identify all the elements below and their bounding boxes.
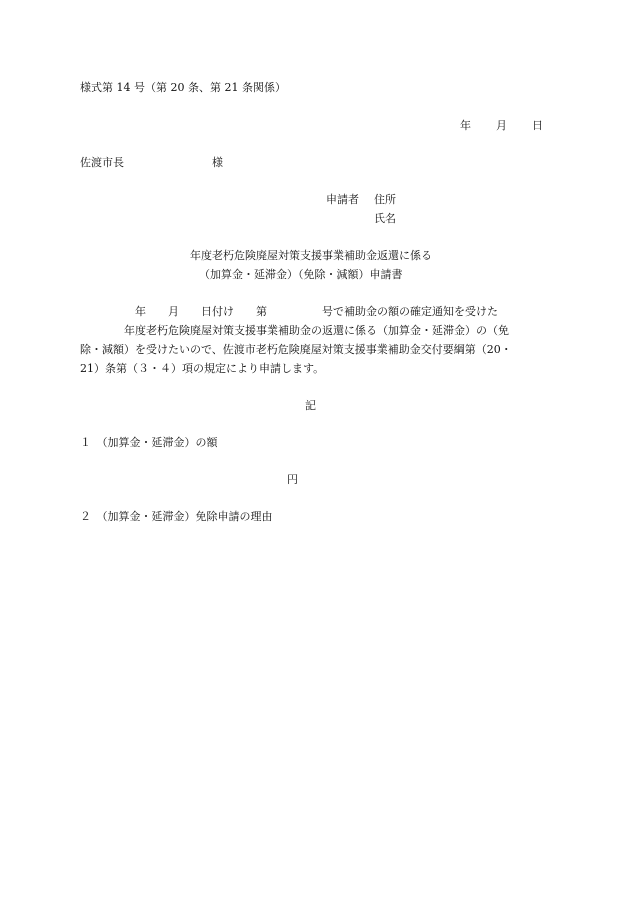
title-line-1: 年度老朽危険廃屋対策支援事業補助金返還に係る — [190, 249, 432, 262]
body-line-2: 年度老朽危険廃屋対策支援事業補助金の返還に係る（加算金・延滞金）の（免 — [80, 324, 509, 337]
form-number: 様式第 14 号（第 20 条、第 21 条関係） — [80, 81, 286, 94]
body-line-3: 除・減額）を受けたいので、佐渡市老朽危険廃屋対策支援事業補助金交付要綱第（20・ — [80, 343, 512, 356]
addressee: 佐渡市長 様 — [80, 156, 223, 169]
item-1-label: １ （加算金・延滞金）の額 — [80, 436, 218, 449]
yen-unit: 円 — [287, 473, 298, 486]
address-label: 住所 — [374, 193, 396, 206]
applicant-label: 申請者 — [326, 193, 359, 206]
ki-heading: 記 — [305, 399, 316, 412]
body-line-4: 21）条第（３・４）項の規定により申請します。 — [80, 362, 325, 375]
date-line: 年 月 日 — [460, 119, 544, 132]
item-2-label: ２ （加算金・延滞金）免除申請の理由 — [80, 510, 273, 523]
title-line-2: （加算金・延滞金）（免除・減額）申請書 — [199, 268, 403, 281]
name-label: 氏名 — [374, 212, 396, 225]
body-line-1: 年 月 日付け 第 号で補助金の額の確定通知を受けた — [80, 305, 498, 318]
